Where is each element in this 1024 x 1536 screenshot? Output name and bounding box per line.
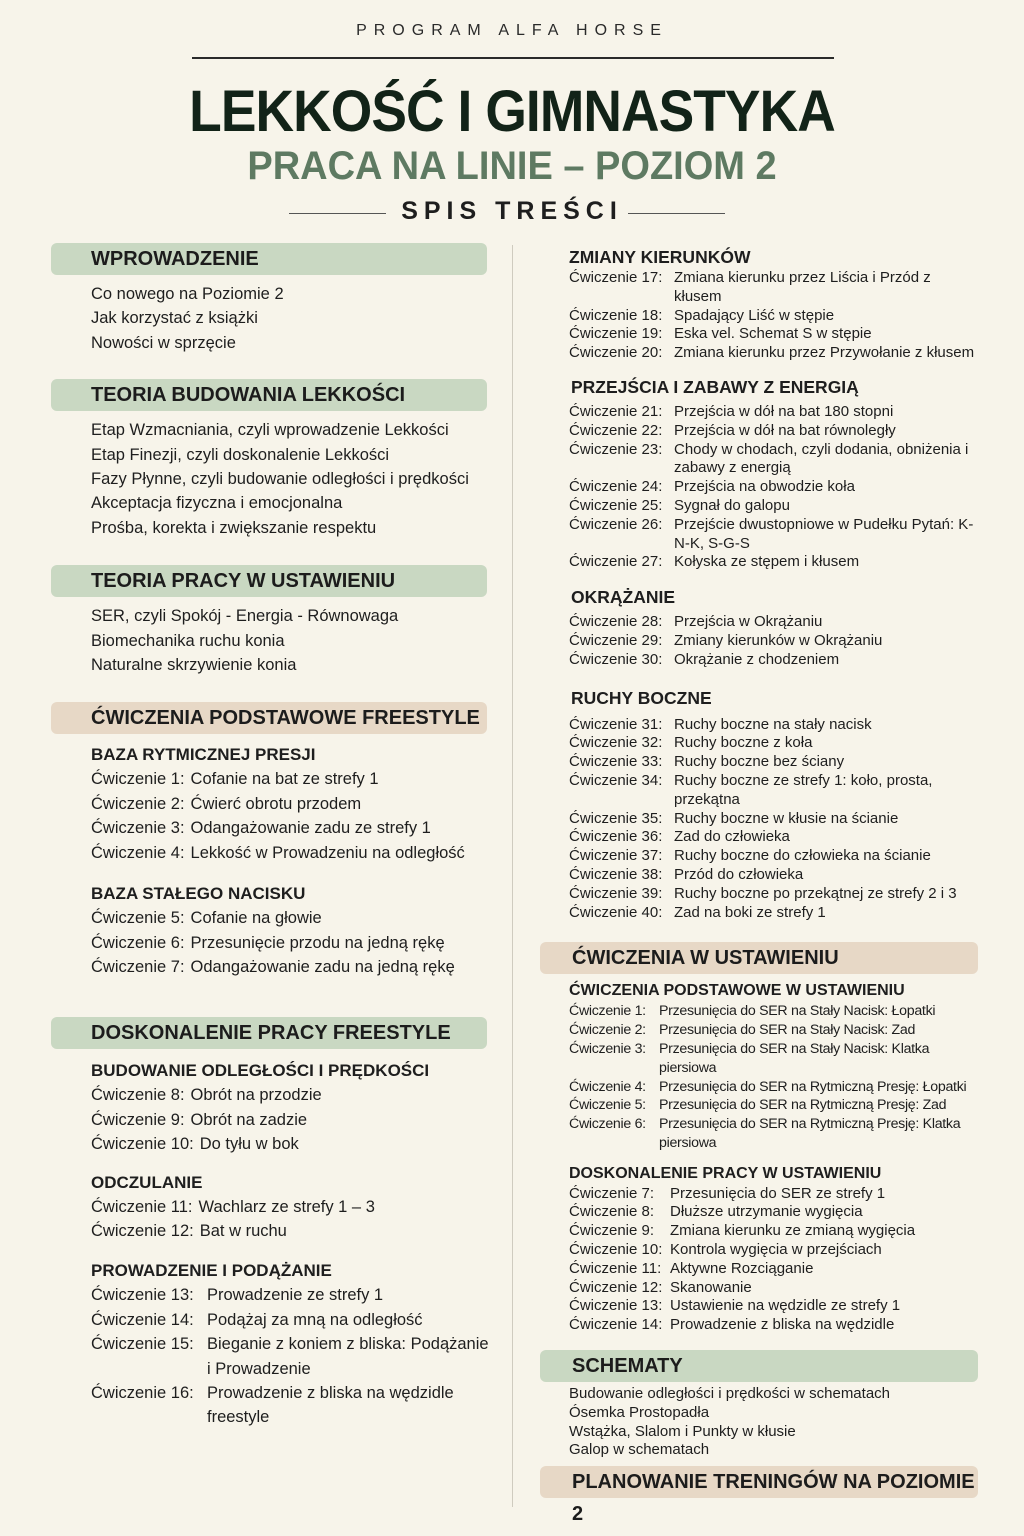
exercise-number: Ćwiczenie 3: <box>91 819 185 838</box>
exercise-item[interactable] <box>569 1002 980 1021</box>
exercise-item[interactable] <box>91 792 491 816</box>
exercise-title: Prowadzenie z bliska na wędzidle <box>670 1316 895 1334</box>
sub-doskonalenie-ustawienie: DOSKONALENIE PRACY W USTAWIENIU <box>569 1164 882 1182</box>
exercise-item[interactable] <box>91 1108 491 1132</box>
section-cwiczenia-w-ustawieniu[interactable]: ĆWICZENIA W USTAWIENIU <box>540 942 978 974</box>
exercise-number: Ćwiczenie 13: <box>91 1286 194 1305</box>
sub-ruchy-boczne: RUCHY BOCZNE <box>571 687 712 708</box>
exercise-title: Cofanie na głowie <box>190 909 322 928</box>
exercise-number: Ćwiczenie 1: <box>569 1003 646 1020</box>
exercise-number: Ćwiczenie 35: <box>569 809 663 827</box>
exercise-title: Obrót na przodzie <box>190 1086 322 1105</box>
top-rule <box>192 57 834 59</box>
exercise-number: Ćwiczenie 14: <box>569 1316 663 1334</box>
exercise-item[interactable] <box>91 955 491 979</box>
exercise-item[interactable] <box>91 1132 491 1156</box>
exercise-item[interactable] <box>569 716 980 735</box>
exercise-number: Ćwiczenie 12: <box>91 1221 194 1240</box>
exercise-item[interactable] <box>569 847 980 866</box>
exercise-number: Ćwiczenie 5: <box>569 1097 646 1114</box>
section-wprowadzenie[interactable]: WPROWADZENIE <box>51 243 487 275</box>
list-item[interactable]: Fazy Płynne, czyli budowanie odległości i prędkości <box>91 470 469 489</box>
exercise-title: Ruchy boczne ze strefy 1: koło, prosta, przekątna <box>674 771 933 808</box>
exercise-number: Ćwiczenie 7: <box>569 1184 655 1202</box>
exercise-number: Ćwiczenie 3: <box>569 1040 646 1057</box>
exercise-number: Ćwiczenie 24: <box>569 478 663 496</box>
section-schematy[interactable]: SCHEMATY <box>540 1350 978 1382</box>
exercise-title: Przejścia w dół na bat 180 stopni <box>674 402 894 420</box>
exercise-number: Ćwiczenie 38: <box>569 865 663 883</box>
exercise-number: Ćwiczenie 29: <box>569 631 663 649</box>
list-item[interactable]: Nowości w sprzęcie <box>91 333 236 352</box>
exercise-number: Ćwiczenie 2: <box>91 794 185 813</box>
list-item[interactable]: SER, czyli Spokój - Energia - Równowaga <box>91 607 399 626</box>
exercise-item[interactable] <box>91 1219 491 1243</box>
exercise-title: Przesunięcia do SER na Stały Nacisk: Łopatki <box>659 1003 936 1020</box>
exercise-number: Ćwiczenie 33: <box>569 753 663 771</box>
sub-baza-stalego: BAZA STAŁEGO NACISKU <box>91 884 306 904</box>
exercise-item[interactable] <box>91 931 491 955</box>
exercise-title: Do tyłu w bok <box>199 1135 299 1154</box>
exercise-item[interactable] <box>569 403 980 422</box>
exercise-number: Ćwiczenie 20: <box>569 344 663 362</box>
exercise-item[interactable] <box>569 651 980 670</box>
exercise-title: Podążaj za mną na odległość <box>207 1310 423 1329</box>
exercise-item[interactable] <box>569 441 980 479</box>
exercise-number: Ćwiczenie 14: <box>91 1310 194 1329</box>
exercise-item[interactable] <box>569 1222 980 1241</box>
exercise-item[interactable] <box>569 885 980 904</box>
exercise-title: Zmiana kierunku przez Przywołanie z kłusem <box>674 344 975 362</box>
list-teoria-lekkosci <box>51 418 491 540</box>
exercise-title: Ruchy boczne po przekątnej ze strefy 2 i 3 <box>674 884 957 902</box>
exercise-number: Ćwiczenie 1: <box>91 770 185 789</box>
list-przejscia <box>540 403 980 572</box>
exercise-title: Przesunięcia do SER na Rytmiczną Presję: Łopatki <box>659 1078 967 1095</box>
exercise-item[interactable] <box>569 772 980 810</box>
list-prowadzenie <box>51 1283 491 1429</box>
exercise-title: Odangażowanie zadu na jedną rękę <box>190 957 455 976</box>
exercise-title: Kontrola wygięcia w przejściach <box>670 1241 882 1259</box>
exercise-title: Obrót na zadzie <box>190 1110 308 1129</box>
exercise-item[interactable] <box>569 1021 980 1040</box>
list-item[interactable]: Jak korzystać z książki <box>91 309 258 328</box>
list-item[interactable]: Wstążka, Slalom i Punkty w kłusie <box>569 1422 796 1440</box>
list-item[interactable]: Naturalne skrzywienie konia <box>91 656 297 675</box>
exercise-item[interactable] <box>569 1096 980 1115</box>
exercise-title: Przejścia w Okrążaniu <box>674 613 823 631</box>
exercise-number: Ćwiczenie 4: <box>569 1078 646 1095</box>
exercise-number: Ćwiczenie 34: <box>569 771 663 789</box>
sub-baza-rytmicznej: BAZA RYTMICZNEJ PRESJI <box>91 745 316 765</box>
exercise-item[interactable] <box>569 307 980 326</box>
sub-prowadzenie: PROWADZENIE I PODĄŻANIE <box>91 1261 332 1281</box>
exercise-item[interactable] <box>91 816 491 840</box>
exercise-title: Zad do człowieka <box>674 828 790 846</box>
exercise-item[interactable] <box>569 553 980 572</box>
exercise-number: Ćwiczenie 8: <box>91 1086 185 1105</box>
exercise-item[interactable] <box>569 828 980 847</box>
list-item[interactable]: Prośba, korekta i zwiększanie respektu <box>91 518 377 537</box>
exercise-title: Zmiana kierunku ze zmianą wygięcia <box>670 1222 916 1240</box>
exercise-item[interactable] <box>569 344 980 363</box>
exercise-number: Ćwiczenie 36: <box>569 828 663 846</box>
section-cwiczenia-podstawowe-freestyle[interactable]: ĆWICZENIA PODSTAWOWE FREESTYLE <box>51 702 487 734</box>
exercise-number: Ćwiczenie 25: <box>569 496 663 514</box>
exercise-number: Ćwiczenie 9: <box>569 1222 655 1240</box>
exercise-item[interactable] <box>91 841 491 865</box>
exercise-item[interactable] <box>569 1115 980 1153</box>
exercise-item[interactable] <box>91 1332 491 1381</box>
exercise-item[interactable] <box>569 1279 980 1298</box>
kicker: PROGRAM ALFA HORSE <box>356 22 668 39</box>
exercise-number: Ćwiczenie 18: <box>569 306 663 324</box>
page-title: LEKKOŚĆ I GIMNASTYKA <box>189 79 835 144</box>
exercise-number: Ćwiczenie 22: <box>569 421 663 439</box>
exercise-number: Ćwiczenie 19: <box>569 325 663 343</box>
exercise-number: Ćwiczenie 7: <box>91 957 185 976</box>
exercise-number: Ćwiczenie 6: <box>91 933 185 952</box>
exercise-number: Ćwiczenie 30: <box>569 650 663 668</box>
exercise-title: Bieganie z koniem z bliska: Podążanie i Prowadzenie <box>207 1335 489 1378</box>
exercise-title: Wachlarz ze strefy 1 – 3 <box>198 1197 375 1216</box>
exercise-number: Ćwiczenie 32: <box>569 734 663 752</box>
exercise-title: Chody w chodach, czyli dodania, obniżenia i zabawy z energią <box>674 440 969 477</box>
exercise-title: Cofanie na bat ze strefy 1 <box>190 770 379 789</box>
exercise-item[interactable] <box>569 325 980 344</box>
toc-rule-right <box>628 213 725 214</box>
list-zmiany-kierunkow <box>540 269 980 363</box>
exercise-title: Ćwierć obrotu przodem <box>190 794 362 813</box>
list-item[interactable]: Galop w schematach <box>569 1441 710 1459</box>
exercise-title: Zmiana kierunku przez Liścia i Przód z kłusem <box>674 269 931 305</box>
exercise-number: Ćwiczenie 10: <box>91 1135 194 1154</box>
exercise-number: Ćwiczenie 27: <box>569 553 663 571</box>
page-subtitle: PRACA NA LINIE – POZIOM 2 <box>247 144 777 188</box>
left-column <box>51 243 491 1430</box>
list-schematy <box>540 1385 980 1460</box>
exercise-number: Ćwiczenie 28: <box>569 613 663 631</box>
exercise-number: Ćwiczenie 9: <box>91 1110 185 1129</box>
exercise-number: Ćwiczenie 10: <box>569 1241 663 1259</box>
exercise-title: Dłuższe utrzymanie wygięcia <box>670 1203 863 1221</box>
exercise-title: Ustawienie na wędzidle ze strefy 1 <box>670 1297 901 1315</box>
exercise-item[interactable] <box>569 1185 980 1204</box>
exercise-item[interactable] <box>569 478 980 497</box>
exercise-title: Spadający Liść w stępie <box>674 306 835 324</box>
exercise-title: Przejście dwustopniowe w Pudełku Pytań: K-N-K, S-G-S <box>674 515 974 552</box>
exercise-title: Ruchy boczne bez ściany <box>674 753 845 771</box>
sub-odczulanie: ODCZULANIE <box>91 1172 203 1192</box>
list-item[interactable]: Etap Finezji, czyli doskonalenie Lekkości <box>91 445 390 464</box>
exercise-item[interactable] <box>569 516 980 554</box>
exercise-number: Ćwiczenie 37: <box>569 847 663 865</box>
exercise-item[interactable] <box>569 497 980 516</box>
exercise-number: Ćwiczenie 11: <box>91 1197 193 1216</box>
exercise-title: Zad na boki ze strefy 1 <box>674 903 826 921</box>
sub-podstawowe-ustawienie: ĆWICZENIA PODSTAWOWE W USTAWIENIU <box>569 982 905 1000</box>
exercise-title: Kołyska ze stępem i kłusem <box>674 553 860 571</box>
list-odczulanie <box>51 1195 491 1244</box>
section-teoria-ustawienia[interactable]: TEORIA PRACY W USTAWIENIU <box>51 565 487 597</box>
exercise-title: Ruchy boczne do człowieka na ścianie <box>674 847 931 865</box>
list-item[interactable]: Akceptacja fizyczna i emocjonalna <box>91 494 343 513</box>
exercise-item[interactable] <box>91 1381 491 1430</box>
exercise-title: Okrążanie z chodzeniem <box>674 650 840 668</box>
list-item[interactable]: Etap Wzmacniania, czyli wprowadzenie Lekkości <box>91 421 449 440</box>
exercise-number: Ćwiczenie 13: <box>569 1297 663 1315</box>
exercise-title: Przesunięcia do SER na Rytmiczną Presję: Klatka piersiowa <box>659 1116 961 1151</box>
exercise-item[interactable] <box>91 1283 491 1307</box>
exercise-number: Ćwiczenie 15: <box>91 1335 194 1354</box>
section-doskonalenie-freestyle[interactable]: DOSKONALENIE PRACY FREESTYLE <box>51 1017 487 1049</box>
list-budowanie <box>51 1083 491 1156</box>
toc-heading: SPIS TREŚCI <box>401 197 623 225</box>
sub-zmiany-kierunkow: ZMIANY KIERUNKÓW <box>569 247 751 267</box>
exercise-title: Ruchy boczne na stały nacisk <box>674 715 872 733</box>
section-teoria-lekkosci[interactable]: TEORIA BUDOWANIA LEKKOŚCI <box>51 379 487 411</box>
exercise-item[interactable] <box>91 1308 491 1332</box>
exercise-item[interactable] <box>569 1040 980 1078</box>
exercise-item[interactable] <box>569 632 980 651</box>
exercise-title: Prowadzenie z bliska na wędzidle freestyle <box>207 1383 454 1427</box>
exercise-number: Ćwiczenie 23: <box>569 440 663 458</box>
exercise-title: Sygnał do galopu <box>674 496 790 514</box>
exercise-title: Przesunięcia do SER na Stały Nacisk: Klatka piersiowa <box>659 1040 930 1076</box>
exercise-item[interactable] <box>91 1195 491 1219</box>
exercise-title: Przesunięcie przodu na jedną rękę <box>190 933 445 952</box>
exercise-item[interactable] <box>569 1241 980 1260</box>
exercise-item[interactable] <box>569 1260 980 1279</box>
list-doskonalenie-ustawienie <box>540 1185 980 1335</box>
list-podstawowe-ustawienie <box>540 1002 980 1152</box>
exercise-number: Ćwiczenie 39: <box>569 884 663 902</box>
exercise-title: Eska vel. Schemat S w stępie <box>674 325 872 343</box>
exercise-item[interactable] <box>569 753 980 772</box>
column-divider <box>512 245 513 1507</box>
exercise-item[interactable] <box>569 1297 980 1316</box>
exercise-number: Ćwiczenie 11: <box>569 1259 662 1277</box>
exercise-number: Ćwiczenie 21: <box>569 402 663 420</box>
exercise-title: Przejścia w dół na bat równoległy <box>674 421 896 439</box>
exercise-number: Ćwiczenie 8: <box>569 1203 655 1221</box>
exercise-number: Ćwiczenie 17: <box>569 269 663 286</box>
exercise-number: Ćwiczenie 16: <box>91 1383 194 1402</box>
exercise-title: Przejścia na obwodzie koła <box>674 478 855 496</box>
list-baza-rytmicznej <box>51 767 491 865</box>
sub-przejscia: PRZEJŚCIA I ZABAWY Z ENERGIĄ <box>571 376 859 397</box>
exercise-item[interactable] <box>569 269 980 307</box>
exercise-item[interactable] <box>569 810 980 829</box>
exercise-item[interactable] <box>569 734 980 753</box>
exercise-title: Aktywne Rozciąganie <box>670 1259 814 1277</box>
list-item[interactable]: Biomechanika ruchu konia <box>91 631 285 650</box>
list-item[interactable]: Co nowego na Poziomie 2 <box>91 285 284 303</box>
exercise-item[interactable] <box>569 1078 980 1097</box>
exercise-title: Odangażowanie zadu ze strefy 1 <box>190 819 431 838</box>
exercise-title: Lekkość w Prowadzeniu na odległość <box>190 843 465 862</box>
section-planowanie[interactable]: PLANOWANIE TRENINGÓW NA POZIOMIE 2 <box>540 1466 978 1498</box>
exercise-item[interactable] <box>91 1083 491 1107</box>
sub-budowanie: BUDOWANIE ODLEGŁOŚCI I PRĘDKOŚCI <box>91 1061 430 1081</box>
exercise-title: Przesunięcia do SER na Rytmiczną Presję: Zad <box>659 1097 947 1114</box>
exercise-title: Skanowanie <box>670 1278 752 1296</box>
sub-okrazanie: OKRĄŻANIE <box>571 587 676 608</box>
exercise-title: Przód do człowieka <box>674 865 804 883</box>
exercise-item[interactable] <box>569 1316 980 1335</box>
right-column <box>540 245 980 1526</box>
exercise-number: Ćwiczenie 4: <box>91 843 185 862</box>
exercise-item[interactable] <box>91 767 491 791</box>
exercise-item[interactable] <box>569 1203 980 1222</box>
list-teoria-ustawienia <box>51 604 491 677</box>
list-okrazanie <box>540 613 980 669</box>
exercise-number: Ćwiczenie 6: <box>569 1116 646 1133</box>
list-wprowadzenie <box>51 282 491 355</box>
exercise-title: Ruchy boczne z koła <box>674 734 813 752</box>
exercise-number: Ćwiczenie 40: <box>569 903 663 921</box>
exercise-number: Ćwiczenie 2: <box>569 1022 646 1039</box>
exercise-item[interactable] <box>569 613 980 632</box>
exercise-item[interactable] <box>569 904 980 923</box>
list-item[interactable]: Ósemka Prostopadła <box>569 1403 710 1421</box>
exercise-item[interactable] <box>569 422 980 441</box>
exercise-number: Ćwiczenie 31: <box>569 715 663 733</box>
exercise-title: Prowadzenie ze strefy 1 <box>207 1286 384 1305</box>
exercise-number: Ćwiczenie 12: <box>569 1278 663 1296</box>
exercise-title: Bat w ruchu <box>199 1221 287 1240</box>
exercise-title: Przesunięcia do SER ze strefy 1 <box>670 1184 886 1202</box>
exercise-item[interactable] <box>569 866 980 885</box>
exercise-title: Przesunięcia do SER na Stały Nacisk: Zad <box>659 1022 916 1039</box>
list-ruchy-boczne <box>540 716 980 923</box>
exercise-number: Ćwiczenie 26: <box>569 515 663 533</box>
exercise-item[interactable] <box>91 906 491 930</box>
list-item[interactable]: Budowanie odległości i prędkości w schematach <box>569 1385 891 1403</box>
exercise-title: Zmiany kierunków w Okrążaniu <box>674 631 883 649</box>
exercise-title: Ruchy boczne w kłusie na ścianie <box>674 809 899 827</box>
exercise-number: Ćwiczenie 5: <box>91 909 185 928</box>
list-baza-stalego <box>51 906 491 979</box>
